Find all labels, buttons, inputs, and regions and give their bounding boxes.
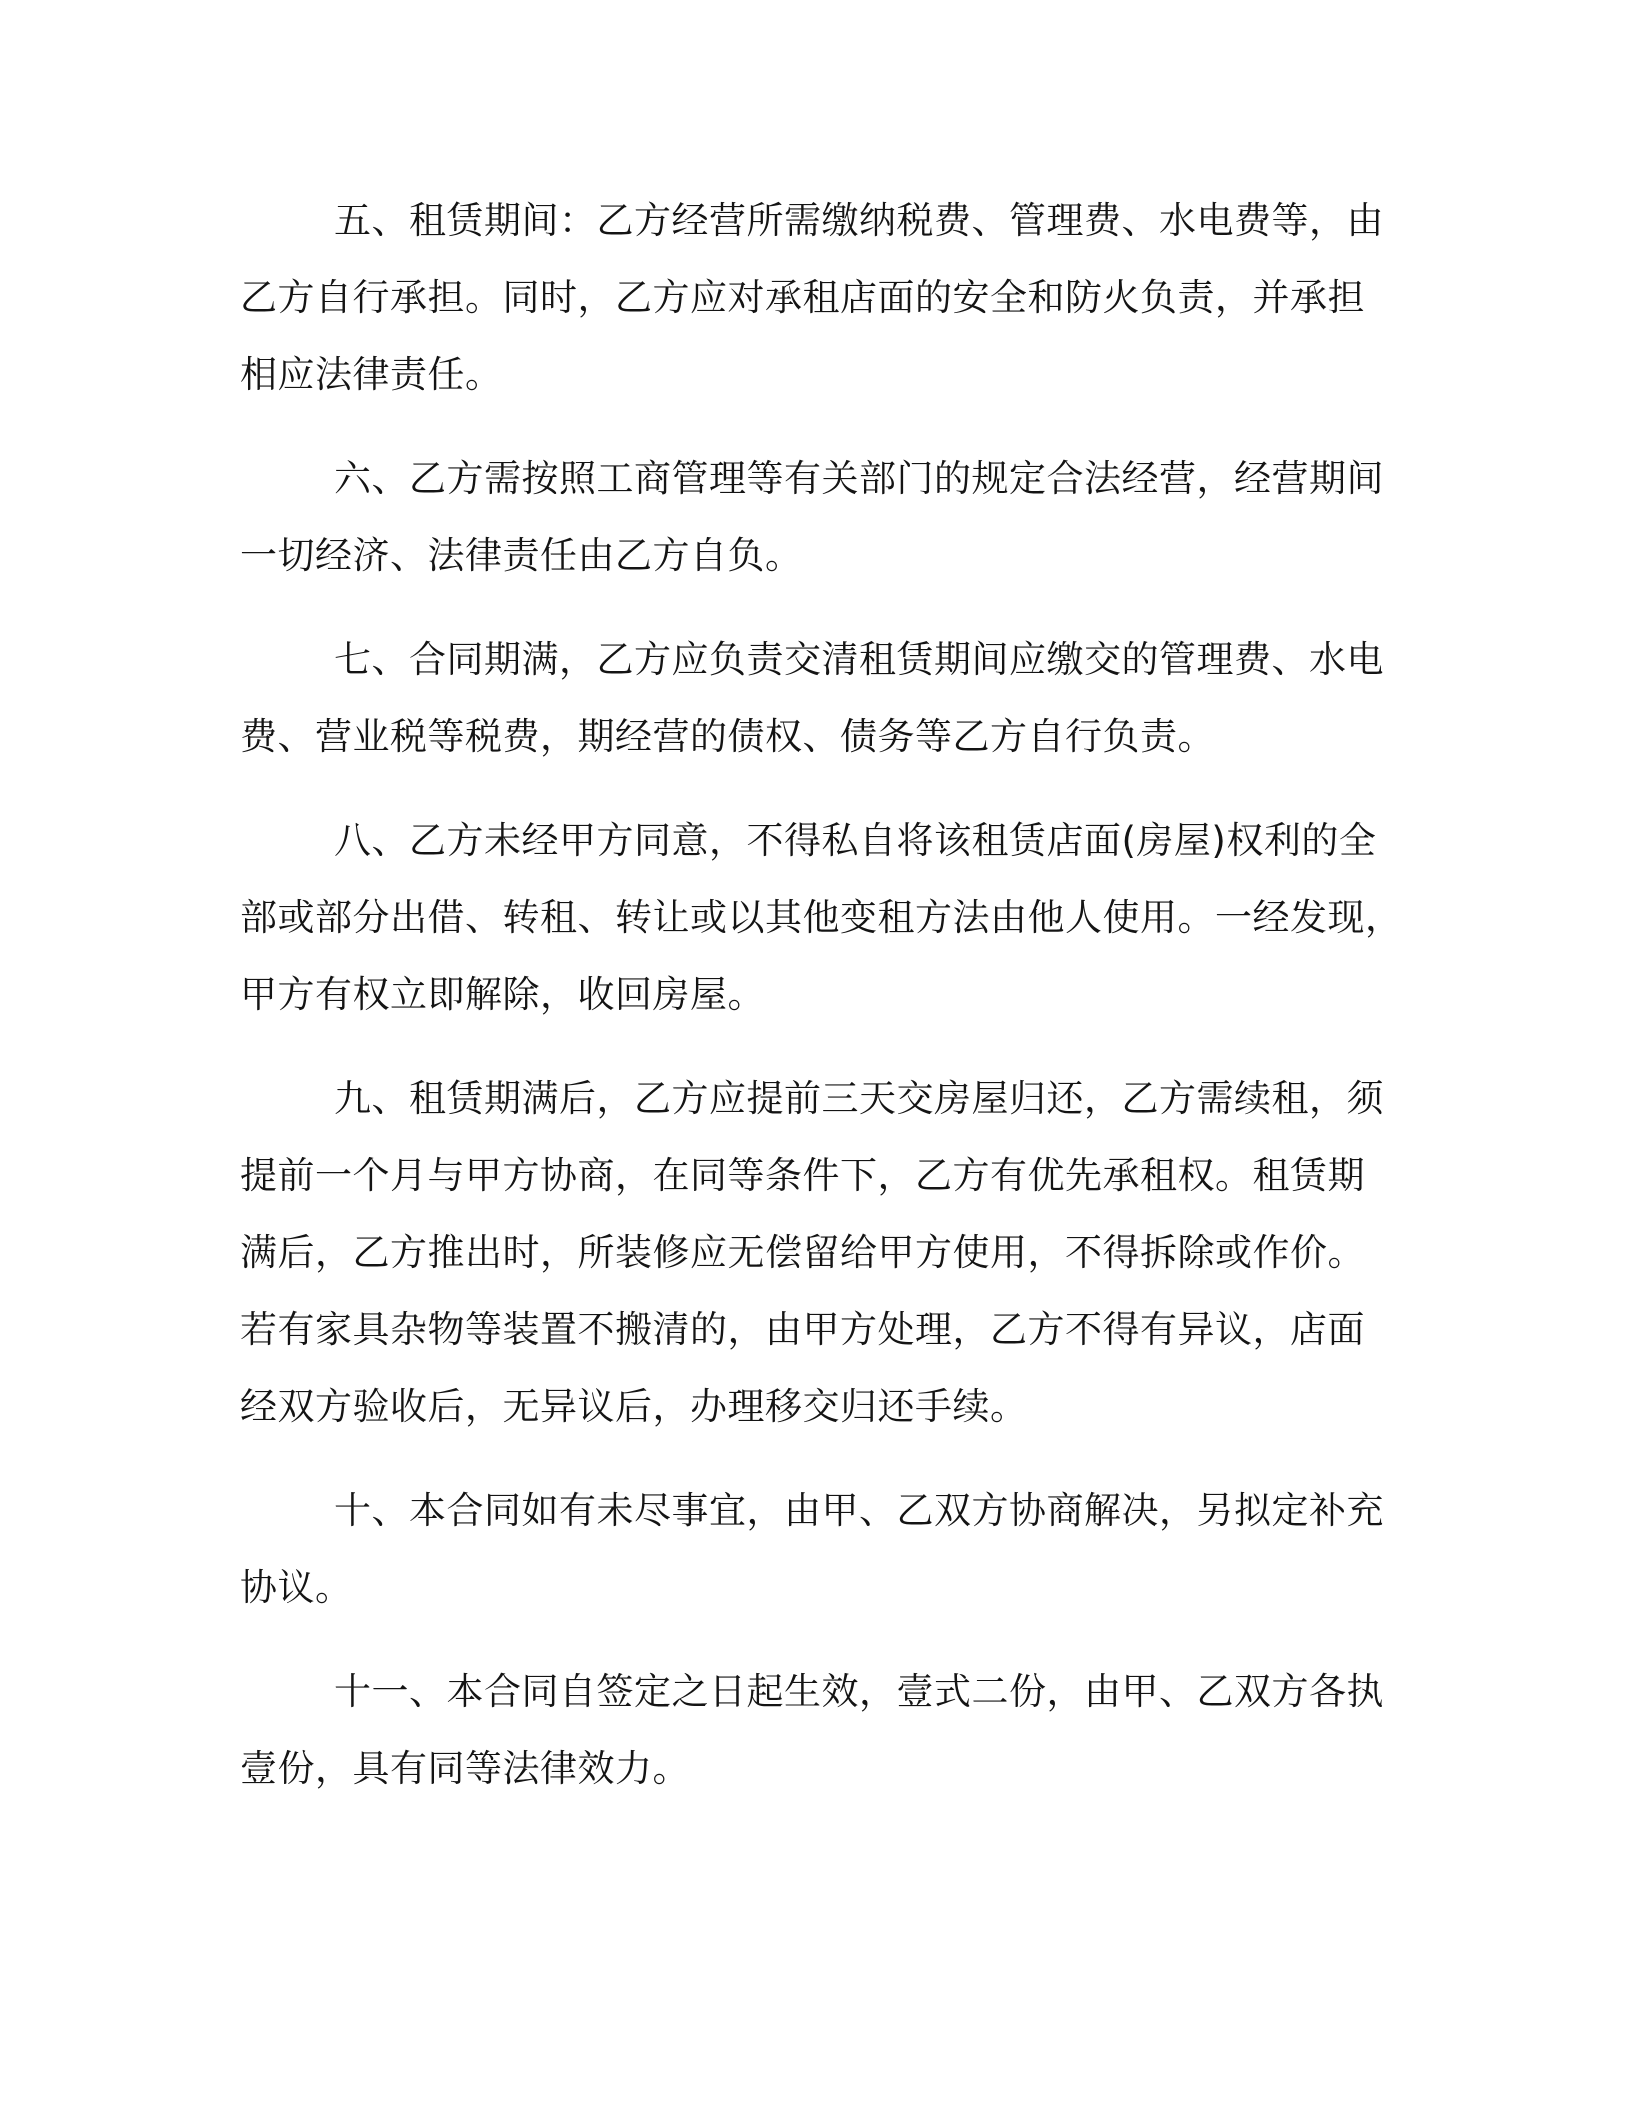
clause-5 [240,182,1384,413]
clause-5-line-2: 乙方自行承担。同时，乙方应对承租店面的安全和防火负责，并承担 [240,276,1365,319]
clause-8-line-3: 甲方有权立即解除，收回房屋。 [240,973,765,1016]
clause-10 [240,1472,1384,1626]
clause-9-line-1: 九、租赁期满后，乙方应提前三天交房屋归还，乙方需续租，须 [334,1077,1384,1120]
clause-11 [240,1653,1384,1807]
clause-10-line-2: 协议。 [240,1566,353,1609]
clause-5-line-3: 相应法律责任。 [240,353,503,396]
clause-8-line-2: 部或部分出借、转租、转让或以其他变租方法由他人使用。一经发现， [240,896,1403,939]
clause-9-line-4: 若有家具杂物等装置不搬清的，由甲方处理，乙方不得有异议，店面 [240,1308,1365,1351]
clause-11-line-2: 壹份，具有同等法律效力。 [240,1747,690,1790]
clause-9-line-2: 提前一个月与甲方协商，在同等条件下，乙方有优先承租权。租赁期 [240,1154,1365,1197]
clause-9 [240,1060,1384,1445]
clause-9-line-5: 经双方验收后，无异议后，办理移交归还手续。 [240,1385,1028,1428]
clause-7 [240,621,1384,775]
clause-8 [240,802,1403,1033]
clause-7-line-1: 七、合同期满，乙方应负责交清租赁期间应缴交的管理费、水电 [334,638,1384,681]
document-body [240,182,1403,1834]
clause-10-line-1: 十、本合同如有未尽事宜，由甲、乙双方协商解决，另拟定补充 [334,1489,1384,1532]
clause-6 [240,440,1384,594]
clause-6-line-1: 六、乙方需按照工商管理等有关部门的规定合法经营，经营期间 [334,457,1384,500]
clause-7-line-2: 费、营业税等税费，期经营的债权、债务等乙方自行负责。 [240,715,1215,758]
clause-8-line-1: 八、乙方未经甲方同意，不得私自将该租赁店面(房屋)权利的全 [334,819,1377,862]
clause-6-line-2: 一切经济、法律责任由乙方自负。 [240,534,803,577]
clause-11-line-1: 十一、本合同自签定之日起生效，壹式二份，由甲、乙双方各执 [334,1670,1384,1713]
clause-9-line-3: 满后，乙方推出时，所装修应无偿留给甲方使用，不得拆除或作价。 [240,1231,1365,1274]
clause-5-line-1: 五、租赁期间：乙方经营所需缴纳税费、管理费、水电费等，由 [334,199,1384,242]
